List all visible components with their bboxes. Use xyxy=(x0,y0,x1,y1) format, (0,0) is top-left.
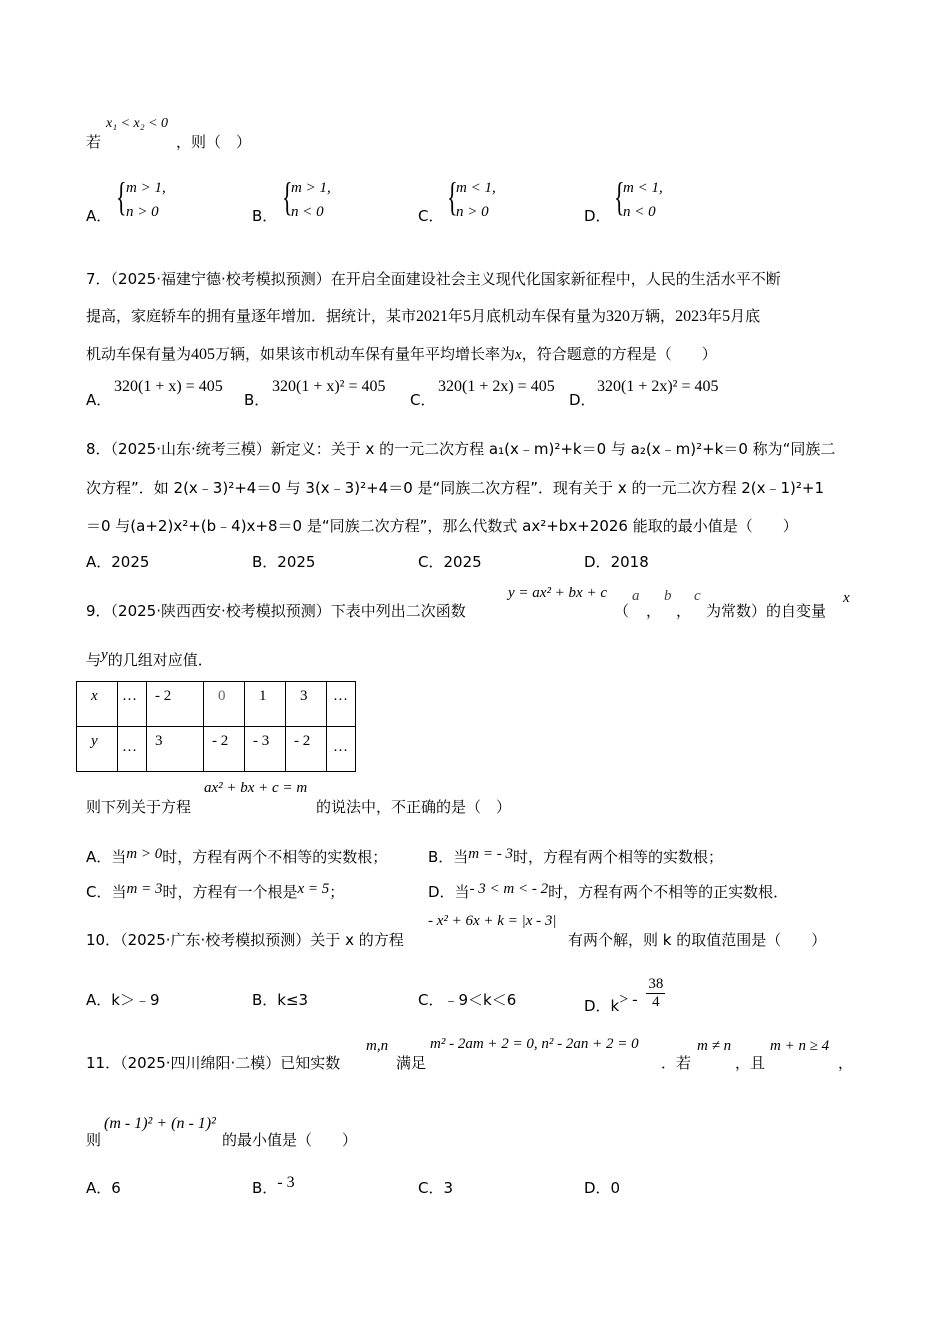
q11-option-d: D．0 xyxy=(584,1179,621,1197)
q9-line-2: 与y的几组对应值． xyxy=(86,647,213,669)
q9-line-1a: 9．（2025·陕西西安·校考模拟预测）下表中列出二次函数 xyxy=(86,602,466,620)
brace-symbol: { xyxy=(116,174,127,219)
q7-line-2: 提高，家庭轿车的拥有量逐年增加．据统计，某市2021年5月底机动车保有量为320万辆，2023年5月底 xyxy=(86,307,761,325)
q8-line-1: 8．（2025·山东·统考三模）新定义：关于 x 的一元二次方程 a₁(x﹣m)²+k＝0 与 a₂(x﹣m)²+k＝0 称为“同族二 xyxy=(86,440,836,458)
option-label: B． xyxy=(252,207,278,225)
system-line-1: m > 1, xyxy=(126,180,166,196)
q10-equation: - x² + 6x + k = |x - 3| xyxy=(428,913,557,929)
q9-ask-b: 的说法中，不正确的是（ ） xyxy=(316,798,512,816)
q11-line-b: 满足 xyxy=(396,1054,427,1072)
system-line-1: m > 1, xyxy=(291,180,331,196)
q9-option-d: D．当- 3 < m < - 2时，方程有两个不相等的正实数根． xyxy=(428,881,789,901)
q11-line-2a: 则 xyxy=(86,1131,102,1149)
option-label: D． xyxy=(584,207,611,225)
system-line-2: n < 0 xyxy=(291,204,324,220)
q7-option-c: C． xyxy=(410,391,436,409)
q6-stem xyxy=(86,131,101,152)
q9-paren: （ xyxy=(614,602,630,620)
q11-option-c: C．3 xyxy=(418,1179,454,1197)
q7-option-b-expr: 320(1 + x)² = 405 xyxy=(272,378,386,395)
q9-value-table xyxy=(76,681,356,772)
q9-param-b: b xyxy=(664,588,672,604)
q7-option-d-expr: 320(1 + 2x)² = 405 xyxy=(597,378,719,395)
system-line-2: n > 0 xyxy=(456,204,489,220)
q6-condition: x₁ < x₂ < 0 xyxy=(106,116,169,131)
system-line-2: n > 0 xyxy=(126,204,159,220)
option-label: A． xyxy=(86,207,112,225)
q11-expression: (m - 1)² + (n - 1)² xyxy=(104,1115,216,1132)
q10-line-b: 有两个解，则 k 的取值范围是（ ） xyxy=(568,931,827,949)
q10-option-c: C．﹣9＜k＜6 xyxy=(418,991,517,1009)
q9-option-b: B．当m = - 3时，方程有两个相等的实数根； xyxy=(428,846,724,866)
q8-option-c: C．2025 xyxy=(418,553,482,571)
q8-option-d: D．2018 xyxy=(584,553,649,571)
q9-param-a: a xyxy=(632,588,640,604)
q11-vars: m,n xyxy=(366,1038,389,1054)
system-line-2: n < 0 xyxy=(623,204,656,220)
brace-symbol: { xyxy=(282,174,293,219)
q9-equation: ax² + bx + c = m xyxy=(204,780,308,796)
q11-inequality: m + n ≥ 4 xyxy=(770,1038,830,1054)
q7-line-3: 机动车保有量为405万辆，如果该市机动车保有量年平均增长率为x，符合题意的方程是（ ） xyxy=(86,345,717,363)
q6-tail: ，则（ ） xyxy=(176,133,252,151)
q9-function: y = ax² + bx + c xyxy=(508,585,607,601)
q8-line-3: ＝0 与(a+2)x²+(b﹣4)x+8＝0 是“同族二次方程”，那么代数式 ax²+bx+2026 能取的最小值是（ ） xyxy=(86,517,798,535)
fraction: $\frac{38}{4}$ xyxy=(648,976,664,1010)
q7-option-a: A． xyxy=(86,391,112,409)
q8-option-a: A．2025 xyxy=(86,553,150,571)
q6-intro: 若 xyxy=(86,133,102,151)
q9-option-a: A．当m > 0时，方程有两个不相等的实数根； xyxy=(86,846,388,866)
q7-option-c-expr: 320(1 + 2x) = 405 xyxy=(438,378,555,395)
q11-line-a: 11．（2025·四川绵阳·二模）已知实数 xyxy=(86,1054,341,1072)
q10-option-a: A．k＞﹣9 xyxy=(86,991,160,1009)
q10-option-b: B．k≤3 xyxy=(252,991,309,1009)
table-row: y … 3 - 2 - 3 - 2 … xyxy=(77,727,356,772)
q7-option-d: D． xyxy=(569,391,596,409)
q9-ask-a: 则下列关于方程 xyxy=(86,798,192,816)
q9-option-c: C．当m = 3时，方程有一个根是x = 5； xyxy=(86,881,345,901)
year-2021: 2021 xyxy=(416,308,449,325)
q7-option-b: B． xyxy=(244,391,270,409)
q8-option-b: B．2025 xyxy=(252,553,316,571)
q8-line-2: 次方程”．如 2(x﹣3)²+4＝0 与 3(x﹣3)²+4＝0 是“同族二次方程”．现有关于 x 的一元二次方程 2(x﹣1)²+1 xyxy=(86,479,825,497)
system-line-1: m < 1, xyxy=(623,180,663,196)
q9-param-c: c xyxy=(694,588,701,604)
q7-option-a-expr: 320(1 + x) = 405 xyxy=(114,378,223,395)
q10-line-a: 10．（2025·广东·校考模拟预测）关于 x 的方程 xyxy=(86,931,404,949)
q11-line-e: ， xyxy=(838,1054,854,1072)
table-row: x … - 2 0 1 3 … xyxy=(77,682,356,727)
q7-line-1: 7．（2025·福建宁德·校考模拟预测）在开启全面建设社会主义现代化国家新征程中，人民的生活水平不断 xyxy=(86,270,781,288)
q11-line-d: ，且 xyxy=(735,1054,766,1072)
q10-option-d: D．k> - $\frac{38}{4}$ xyxy=(584,976,664,1015)
option-label: C． xyxy=(418,207,444,225)
q11-option-b: B．- 3 xyxy=(252,1174,295,1197)
brace-symbol: { xyxy=(614,174,625,219)
year-2023: 2023 xyxy=(675,308,708,325)
brace-symbol: { xyxy=(447,174,458,219)
q11-not-equal: m ≠ n xyxy=(697,1038,732,1054)
q11-option-a: A．6 xyxy=(86,1179,121,1197)
q11-line-c: ．若 xyxy=(661,1054,692,1072)
system-line-1: m < 1, xyxy=(456,180,496,196)
q11-line-2b: 的最小值是（ ） xyxy=(222,1131,358,1149)
q11-equations: m² - 2am + 2 = 0, n² - 2an + 2 = 0 xyxy=(430,1036,639,1052)
